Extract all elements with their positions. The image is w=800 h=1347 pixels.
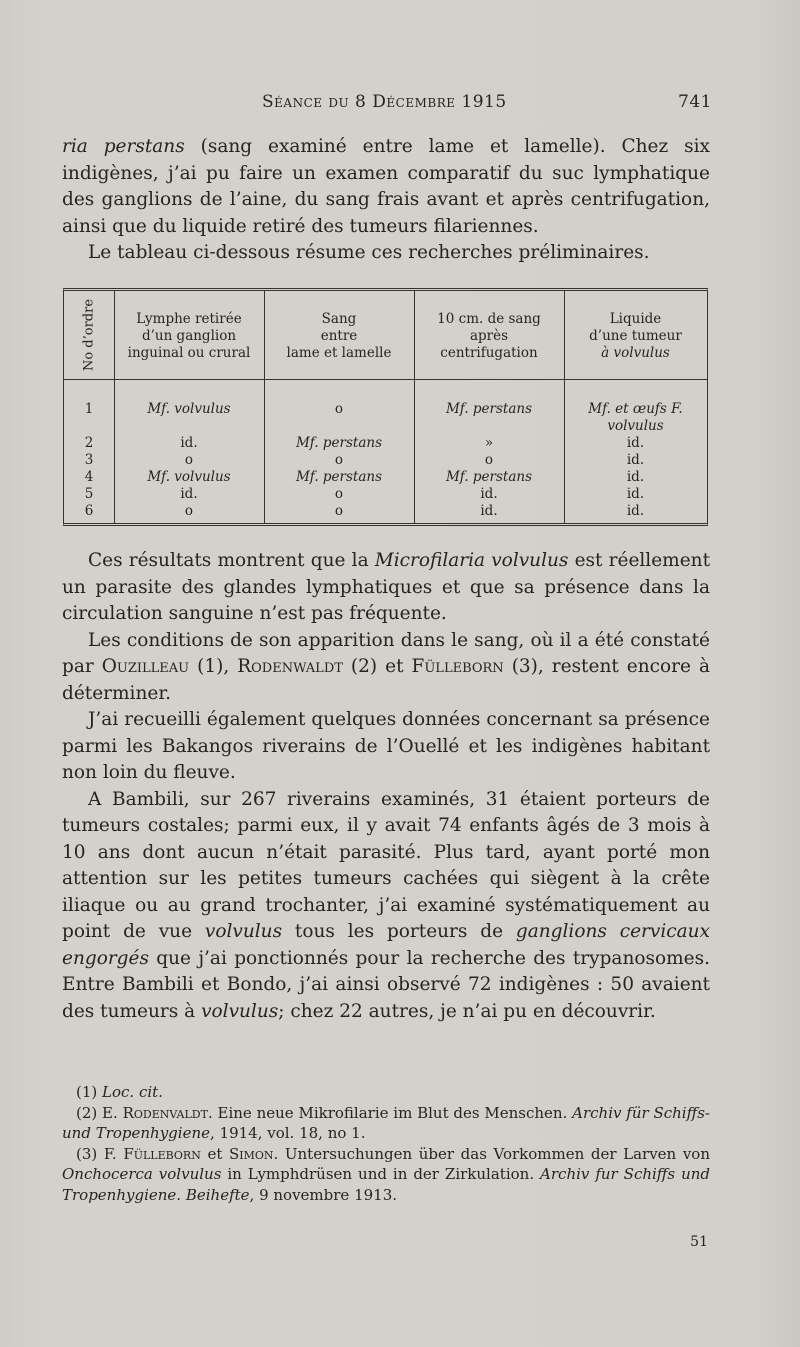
table-cell: o [334, 452, 344, 468]
results-table [63, 288, 708, 526]
footnote-text: et [200, 1144, 229, 1163]
paragraph-text: (1), [189, 656, 238, 677]
footnote-2 [62, 1103, 710, 1144]
table-cell: id. [626, 486, 645, 502]
paragraph-3 [62, 548, 710, 628]
footnote-3 [62, 1144, 710, 1206]
author-name: Simon [228, 1144, 274, 1163]
paragraph-5: J’ai recueilli également quelques données concernant sa présence parmi les Bakangos riverains de l’Ouellé et les indigènes habitant non loin du fleuve. [62, 709, 710, 783]
footnote-text: . Eine neue Mikrofilarie im Blut des Menschen. [207, 1103, 573, 1122]
order-number-header [64, 291, 114, 379]
species-name: volvulus [204, 921, 283, 942]
row-number: 1 [84, 401, 94, 417]
header-line: d’une tumeur [589, 328, 682, 344]
species-name: volvulus [201, 1000, 279, 1022]
author-name: Fülleborn [123, 1144, 201, 1163]
header-line: Sang [321, 311, 357, 327]
paragraph-text: ; chez 22 autres, je n’ai pu en découvrir. [278, 1000, 656, 1022]
paragraph-text: (2) et [342, 656, 412, 677]
header-line: après [469, 328, 509, 344]
footnote-text: (2) E. [76, 1103, 123, 1122]
species-name: Onchocerca volvulus [62, 1165, 222, 1183]
body-text-continued [62, 548, 710, 1025]
header-lymph [114, 311, 264, 362]
footnote-text: (1) [76, 1083, 103, 1101]
table-cell: Mf. et œufs F. [588, 401, 683, 417]
table-cell: o [184, 452, 194, 468]
paragraph-text: A Bambili, sur 267 riverains examinés, 31 étaient porteurs de tumeurs costales; parmi eux, il y avait 74 enfants âgés de 3 mois à 10 ans dont aucun n’était parasité. Plus tard, ayant porté mon attention sur les petites tumeurs cachées qui siègent à la crête iliaque ou au grand trochanter, j’ai examiné systématiquement au point de vue [62, 788, 710, 942]
table-cell: o [484, 452, 494, 468]
table-cell: Mf. perstans [295, 469, 383, 485]
footnote-text: . Untersuchungen über das Vorkommen der Larven von [273, 1144, 710, 1163]
table-cell: id. [180, 435, 198, 451]
header-label: No d’ordre [81, 298, 97, 372]
header-title: Séance du 8 Décembre 1915 [262, 92, 507, 112]
footnote-text: (3) F. [76, 1144, 124, 1163]
table-cell: id. [626, 503, 645, 519]
paragraph-text: que j’ai ponctionnés pour la recherche des trypanosomes. Entre Bambili et Bondo, j’ai ainsi observé 72 indigènes : 50 avaient des tumeurs à [62, 947, 710, 1022]
paragraph-6 [62, 787, 710, 1026]
journal-name: Archiv fur Schiffs und Tropenhygiene. Beihefte [62, 1165, 711, 1204]
header-line: à volvulus [601, 345, 670, 361]
table-cell: Mf. volvulus [147, 401, 231, 417]
paragraph-text: Les conditions de son apparition dans le sang, où il a été constaté par [62, 629, 710, 677]
row-number: 6 [84, 503, 94, 519]
table-cell: » [484, 435, 494, 451]
table-cell: volvulus [607, 418, 664, 434]
table-cell: o [334, 503, 344, 519]
paragraph-4 [62, 628, 710, 708]
running-header [62, 92, 712, 120]
table-cell: o [334, 486, 344, 502]
table-cell: Mf. volvulus [147, 469, 231, 485]
paragraph-text: (sang examiné entre lame et lamelle). Chez six indigènes, j’ai pu faire un examen comparatif du suc lymphatique des ganglions de l’aine, du sang frais avant et après centrifugation, ainsi que du liquide retiré des tumeurs filariennes. [62, 136, 710, 237]
table-cell: id. [626, 435, 645, 451]
paragraph-1 [62, 134, 710, 240]
table-cell: id. [180, 486, 198, 502]
species-name: Microfilaria volvulus [374, 550, 569, 571]
footnote-text: , 1914, vol. 18, no 1. [210, 1124, 366, 1142]
emphasis-text: ganglions cervicaux engorgés [62, 921, 710, 969]
header-line: entre [320, 328, 358, 344]
table-cell: id. [626, 469, 645, 485]
table-cell: Mf. perstans [445, 401, 533, 417]
table-cell: Mf. perstans [295, 435, 383, 451]
table-cell: o [334, 401, 344, 417]
paragraph-text: tous les porteurs de [282, 921, 516, 942]
author-name: Rodenvaldt [122, 1103, 208, 1122]
table-cell: o [184, 503, 194, 519]
body-text [62, 134, 710, 267]
header-line: d’un ganglion [141, 328, 237, 344]
header-line: Liquide [609, 311, 662, 327]
row-number: 4 [84, 469, 94, 485]
row-number: 2 [84, 435, 94, 451]
author-name: Fülleborn [411, 656, 504, 677]
header-centrifuged [414, 311, 564, 362]
header-line: centrifugation [440, 345, 538, 361]
header-tumor-fluid [564, 311, 707, 362]
author-name: Ouzilleau [101, 656, 190, 677]
paragraph-text: (3), restent encore à déterminer. [62, 656, 710, 704]
author-name: Rodenwaldt [237, 656, 343, 677]
journal-name: Archiv für Schiffs- und Tropenhygiene [62, 1103, 710, 1142]
table-cell: Mf. perstans [445, 469, 533, 485]
header-line: 10 cm. de sang [437, 311, 541, 327]
printer-signature: 51 [690, 1234, 708, 1250]
table-cell: id. [480, 486, 498, 502]
footnote-1 [62, 1082, 710, 1103]
footnote-text: Loc. cit. [102, 1083, 163, 1101]
table-header-divider [64, 379, 707, 380]
footnote-text: , 9 novembre 1913. [249, 1185, 398, 1204]
paragraph-2: Le tableau ci-dessous résume ces recherches préliminaires. [88, 242, 650, 263]
header-blood [264, 311, 414, 362]
footnote-text: in Lymphdrüsen und in der Zirkulation. [221, 1165, 541, 1183]
row-number: 3 [84, 452, 94, 468]
page-number: 741 [678, 92, 712, 112]
header-line: inguinal ou crural [127, 345, 251, 361]
species-name: ria perstans [62, 136, 185, 157]
table-cell: id. [626, 452, 645, 468]
header-line: lame et lamelle [286, 345, 392, 361]
table-cell: id. [480, 503, 498, 519]
paragraph-text: est réellement un parasite des glandes lymphatiques et que sa présence dans la circulation sanguine n’est pas fréquente. [62, 550, 711, 624]
row-number: 5 [84, 486, 94, 502]
paragraph-text: Ces résultats montrent que la [88, 550, 375, 571]
header-line: Lymphe retirée [136, 311, 242, 327]
footnotes [62, 1082, 710, 1205]
